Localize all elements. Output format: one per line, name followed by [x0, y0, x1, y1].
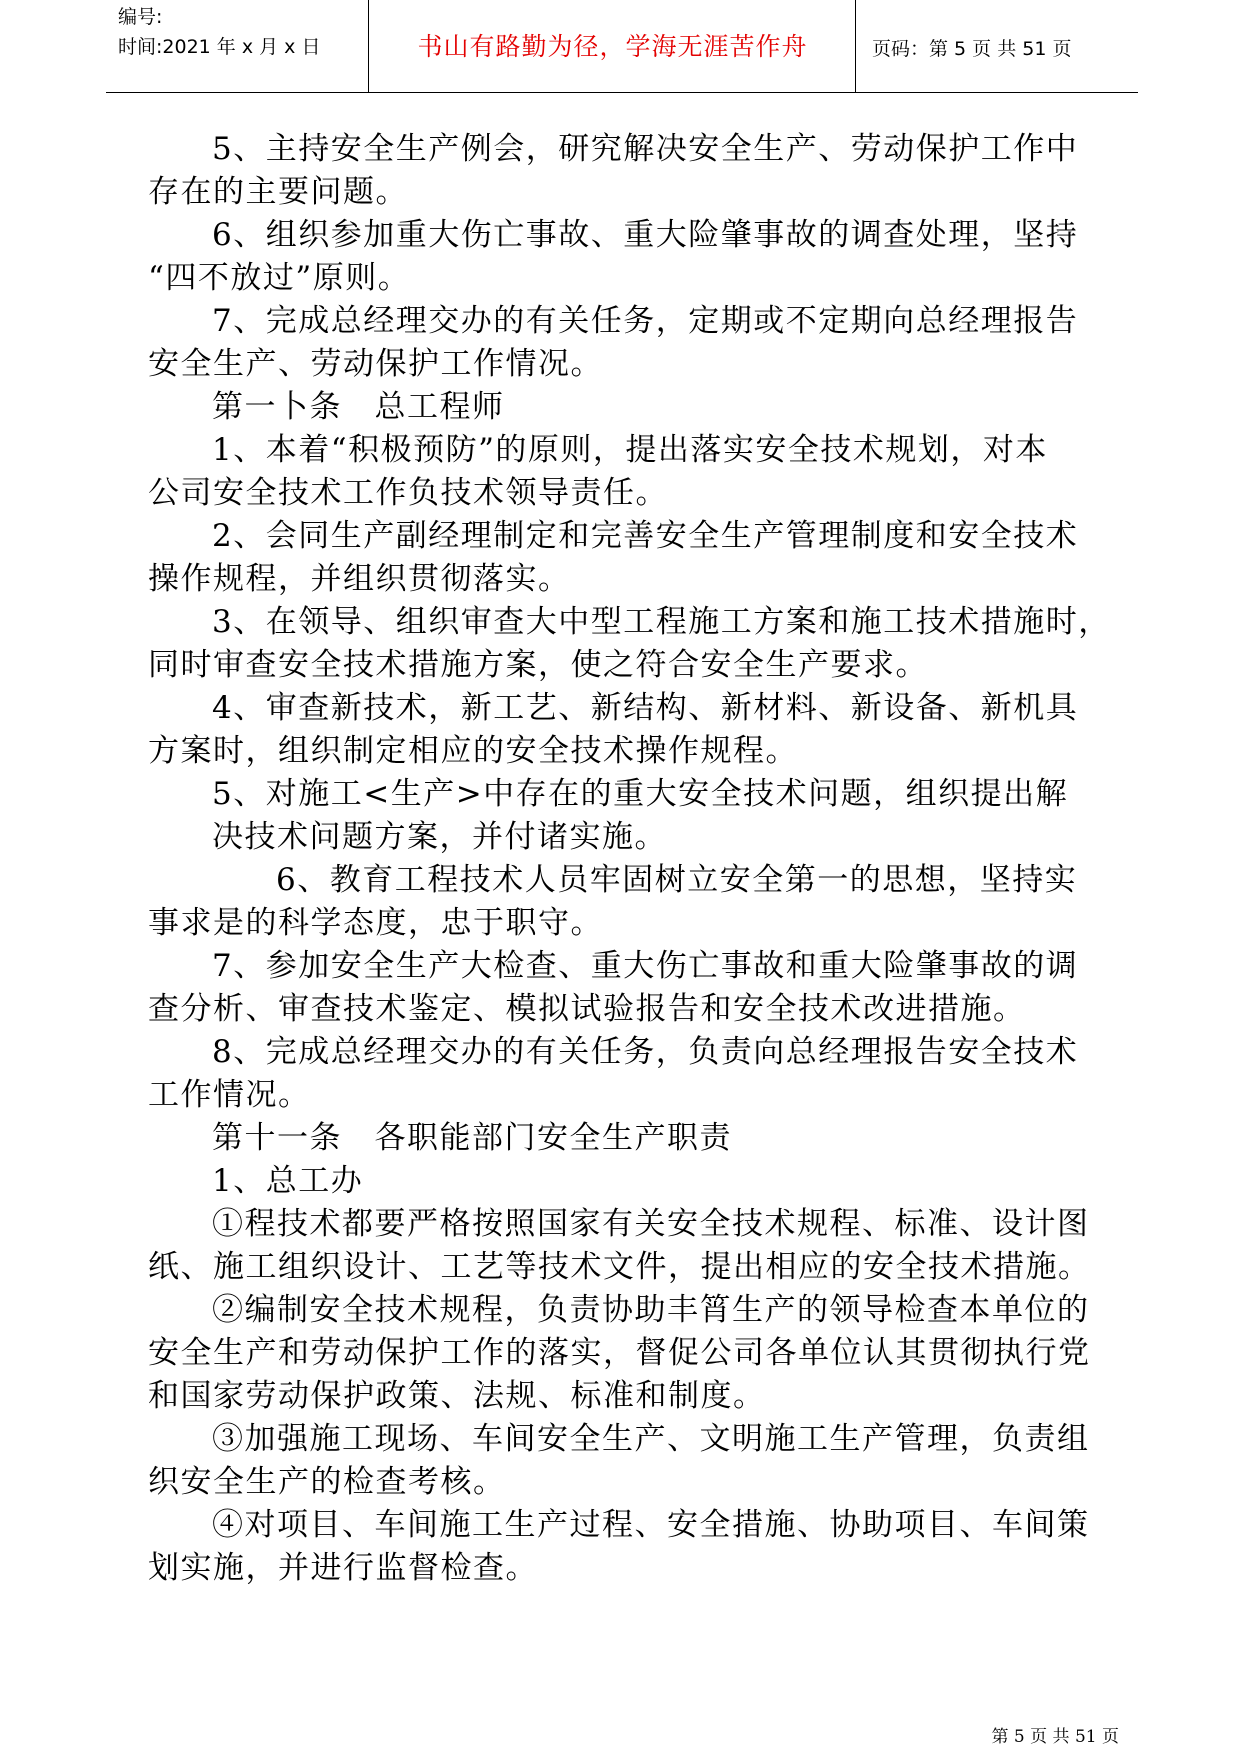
text-line: 和国家劳动保护政策、法规、标准和制度。	[148, 1378, 766, 1414]
text-line: 5、对施工<生产>中存在的重大安全技术问题，组织提出解	[212, 776, 1069, 812]
subsection-heading: 1、总工办	[212, 1163, 364, 1199]
text-line: 同时审查安全技术措施方案，使之符合安全生产要求。	[148, 647, 928, 683]
text-line: 2、会同生产副经理制定和完善安全生产管理制度和安全技术	[212, 518, 1079, 554]
text-line: “四不放过”原则。	[148, 260, 411, 296]
text-line: 纸、施工组织设计、工艺等技术文件，提出相应的安全技术措施。	[148, 1249, 1091, 1285]
text-line: 7、参加安全生产大检查、重大伤亡事故和重大险肇事故的调	[212, 948, 1079, 984]
text-line: 划实施，并进行监督检查。	[148, 1550, 538, 1586]
text-line: 织安全生产的检查考核。	[148, 1464, 506, 1500]
text-line: 决技术问题方案，并付诸实施。	[212, 819, 667, 855]
text-line: 8、完成总经理交办的有关任务，负责向总经理报告安全技术	[212, 1034, 1079, 1070]
text-line: 安全生产和劳动保护工作的落实，督促公司各单位认其贯彻执行党	[148, 1335, 1091, 1371]
text-line: ②编制安全技术规程，负责协助丰筲生产的领导检查本单位的	[212, 1292, 1090, 1328]
text-line: 7、完成总经理交办的有关任务，定期或不定期向总经理报告	[212, 303, 1079, 339]
text-line: 4、审查新技术，新工艺、新结构、新材料、新设备、新机具	[212, 690, 1079, 726]
header-divider	[368, 0, 369, 92]
header-divider	[855, 0, 856, 92]
text-line: ④对项目、车间施工生产过程、安全措施、协助项目、车间策	[212, 1507, 1090, 1543]
text-line: 操作规程，并组织贯彻落实。	[148, 561, 571, 597]
text-line: 6、组织参加重大伤亡事故、重大险肇事故的调查处理，坚持	[212, 217, 1079, 253]
section-heading: 第一卜条 总工程师	[212, 389, 505, 425]
text-line: 存在的主要问题。	[148, 174, 408, 210]
text-line: 公司安全技术工作负技术领导责任。	[148, 475, 668, 511]
document-date: 时间:2021 年 x 月 x 日	[118, 36, 321, 58]
text-line: 工作情况。	[148, 1077, 311, 1113]
text-line: 6、教育工程技术人员牢固树立安全第一的思想，坚持实	[276, 862, 1078, 898]
text-line: 安全生产、劳动保护工作情况。	[148, 346, 603, 382]
text-line: 3、在领导、组织审查大中型工程施工方案和施工技术措施时，	[212, 604, 1111, 640]
header-motto: 书山有路勤为径，学海无涯苦作舟	[417, 32, 808, 61]
text-line: 1、本着“积极预防”的原则，提出落实安全技术规划，对本	[212, 432, 1048, 468]
text-line: ③加强施工现场、车间安全生产、文明施工生产管理，负责组	[212, 1421, 1090, 1457]
text-line: 事求是的科学态度，忠于职守。	[148, 905, 603, 941]
section-heading: 第十一条 各职能部门安全生产职责	[212, 1120, 732, 1156]
page-footer: 第 5 页 共 51 页	[991, 1727, 1119, 1747]
text-line: 5、主持安全生产例会，研究解决安全生产、劳动保护工作中	[212, 131, 1079, 167]
text-line: ①程技术都要严格按照国家有关安全技术规程、标准、设计图	[212, 1206, 1090, 1242]
text-line: 方案时，组织制定相应的安全技术操作规程。	[148, 733, 798, 769]
document-number-label: 编号:	[118, 6, 163, 28]
page-header	[106, 0, 1138, 93]
text-line: 查分析、审查技术鉴定、模拟试验报告和安全技术改进措施。	[148, 991, 1026, 1027]
document-body	[148, 128, 1111, 1590]
header-page-info: 页码：第 5 页 共 51 页	[872, 38, 1072, 60]
